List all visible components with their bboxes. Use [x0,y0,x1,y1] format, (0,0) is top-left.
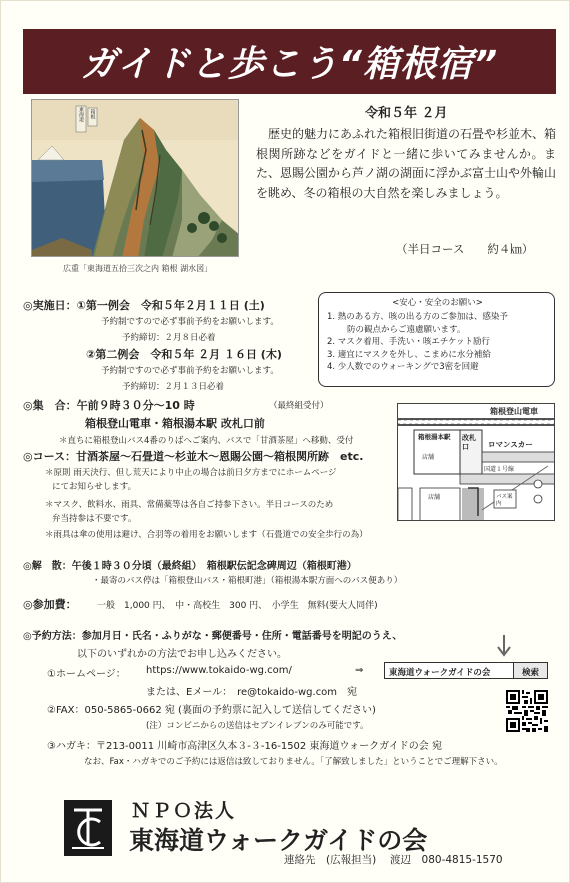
intro-text: 歴史的魅力にあふれた箱根旧街道の石畳や杉並木、箱根関所跡などをガイドと一緒に歩いてみませんか。また、恩賜公園から芦ノ湖の湖面に浮かぶ富士山や外輪山を眺め、冬の箱根の大自然を楽しみましょう。 [256,127,557,200]
route-note: 弁当持参は不要です。 [52,514,137,524]
event-date: 令和５年 ２月 [365,106,448,121]
search-button[interactable]: 検索 [513,663,547,678]
meeting-time: ◎集 合：午前９時３０分～10 時 [23,399,195,412]
qr-code-icon[interactable] [506,690,548,732]
schedule-deadline-1: 予約締切：２月８日必着 [122,333,216,343]
fax-note: (注）コンビニからの送信はセブンイレブンのみ可能です。 [146,721,369,731]
route-note: にてお知らせします。 [52,482,137,492]
map-road-label: 国道１号線 [484,466,515,473]
station-map [397,403,555,521]
schedule-note-2: 予約制ですので必ず事前予約をお願いします。 [101,366,279,376]
route-note: ＊原則 雨天決行、但し荒天により中止の場合は前日夕方までにホームページ [45,468,337,478]
schedule-first: ◎実施日：①第一例会 令和５年２月１１日 (土) [23,299,265,312]
hiroshige-print-image [31,99,239,257]
title-banner [23,29,556,94]
route-course: ◎コース：甘酒茶屋～石畳道～杉並木～恩賜公園～箱根関所跡 etc. [23,450,364,463]
safety-item: 3. 適宜にマスクを外し、こまめに水分補給 [327,349,491,360]
map-bus-label: バス案内 [496,494,513,507]
post-note: なお、Fax・ハガキでのご予約には返信は致しておりません。「了解致しました」ということでご理解下さい。 [84,757,503,767]
organization-logo-icon [64,800,112,856]
print-place-text: 箱根 [89,109,96,119]
post-info: ③ハガキ：〒213-0011 川崎市高津区久本３-３-16-1502 東海道ウォークガイドの会 宛 [47,741,442,752]
course-length: （半日コース 約４㎞） [396,242,534,256]
schedule-second: ②第二例会 令和５年 ２月 １６日 (木) [86,348,282,361]
print-caption: 広重「東海道五拾三次之内 箱根 湖水図」 [63,264,213,273]
schedule-deadline-2: 予約締切：２月１３日必着 [122,382,225,392]
fee-label: ◎参加費： [23,598,77,611]
route-note: ＊雨具は傘の使用は避け、合羽等の着用をお願いします（石畳道での安全歩行の為） [45,530,368,540]
map-romance-label: ロマンスカー [488,440,533,449]
meeting-sub: （最終組受付） [269,401,329,411]
safety-item: 2. マスク着用、手洗い・咳エチケット励行 [327,337,491,347]
safety-notice-box [318,292,555,387]
safety-item: 1. 熱のある方、咳の出る方のご参加は、感染予 [327,312,508,322]
map-gate-label: 改札口 [462,434,476,451]
map-train-label: 箱根登山電車 [490,407,538,416]
page-title: ガイドと歩こう“箱根宿” [80,44,499,85]
map-store-label-2: 店舗 [428,494,441,501]
organization-name: 東海道ウォークガイドの会 [129,826,428,855]
map-station-label: 箱根湯本駅 [418,433,451,441]
dismiss-note: ・最寄のバス停は「箱根登山バス・箱根町港」（箱根湯本駅方面へのバス便あり） [92,576,403,586]
contact-info: 連絡先 (広報担当) 渡辺 080-4815-1570 [284,854,503,866]
reserve-method: ◎予約方法：参加月日・氏名・ふりがな・郵便番号・住所・電話番号を明記のうえ、 [23,631,403,642]
reserve-line2: 以下のいずれかの方法でお申し込みください。 [77,649,287,660]
schedule-note-1: 予約制ですので必ず事前予約をお願いします。 [101,317,279,327]
safety-item: 防の観点からご遠慮願います。 [347,324,466,335]
safety-title: <安心・安全のお願い> [392,298,483,308]
map-store-label-1: 店舗 [422,454,435,461]
safety-item: 4. 少人数でのウォーキングで3密を回避 [327,362,479,372]
meeting-place: 箱根登山電車・箱根湯本駅 改札口前 [85,417,265,430]
dismiss-info: ◎解 散：午後１時３０分頃（最終組） 箱根駅伝記念碑周辺（箱根町港） [23,561,357,572]
npo-label: ＮＰＯ法人 [131,800,237,822]
fee-detail: 一般 1,000 円、 中・高校生 300 円、 小学生 無料(要大人同伴) [97,601,378,611]
search-box[interactable] [384,662,548,679]
search-query[interactable]: 東海道ウォークガイドの会 [389,668,491,678]
email-line: または、Eメール： re@tokaido-wg.com 宛 [146,687,358,698]
fax-info: ②FAX：050-5865-0662 宛 (裏面の予約票に記入して送信してください) [47,705,376,716]
print-title-text: 東海道 [78,106,84,122]
down-arrow-icon [494,633,514,659]
web-url-link[interactable]: https://www.tokaido-wg.com/ [146,665,292,676]
arrow-right-icon: ⇒ [355,665,364,676]
meeting-note: ＊直ちに箱根登山バス4番のりばへご案内、バスで「甘酒茶屋」へ移動、受付 [59,436,354,446]
route-note: ＊マスク、飲料水、雨具、常備薬等は各自ご持参下さい。半日コースのため [45,500,334,510]
web-label: ①ホームページ： [47,669,126,680]
